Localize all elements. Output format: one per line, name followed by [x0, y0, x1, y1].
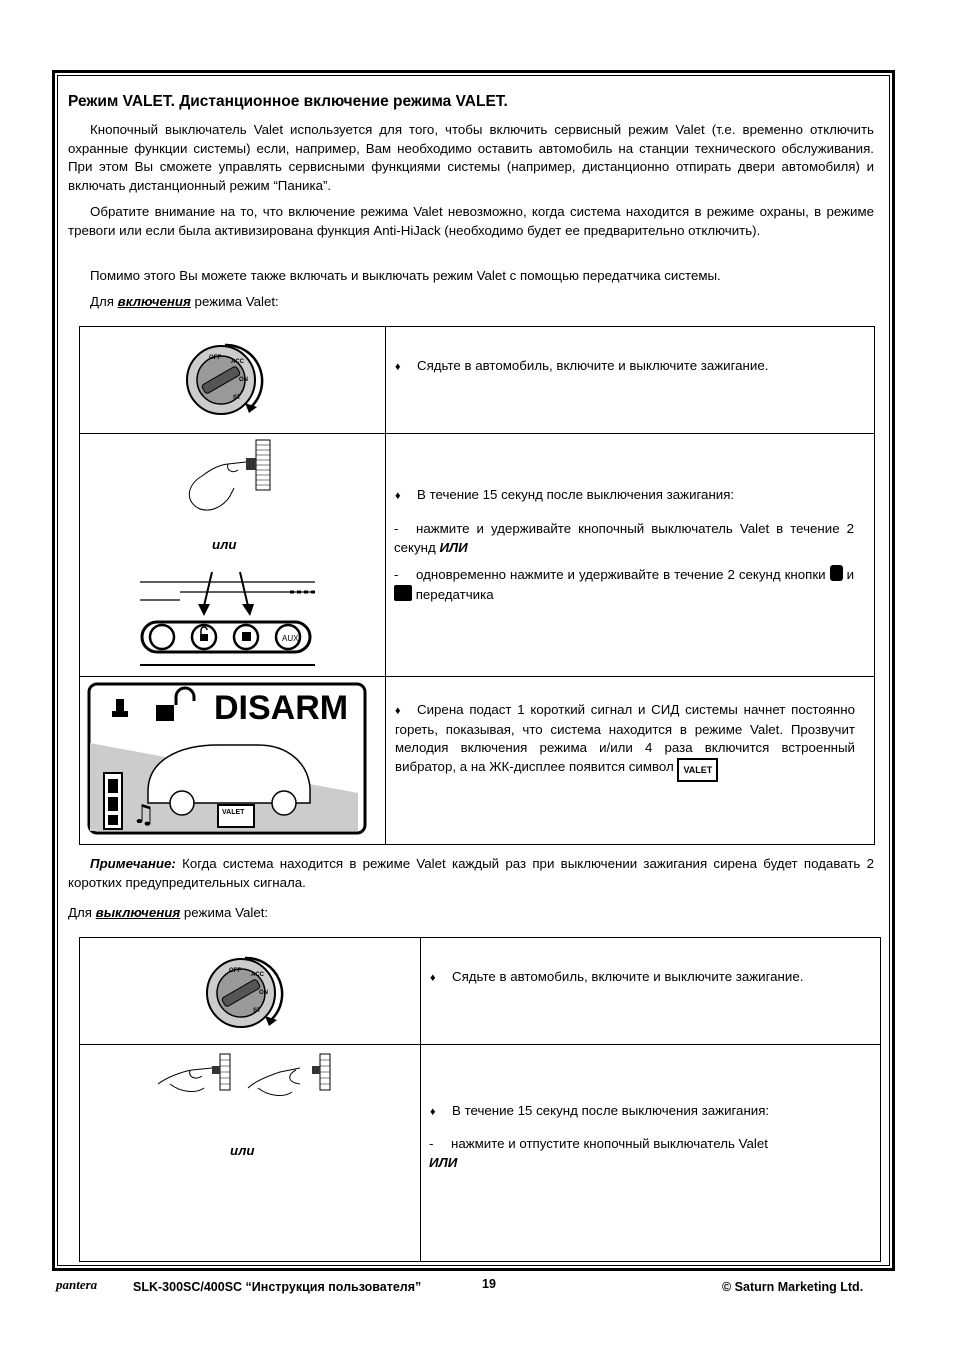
- disable-row1-text: ♦ Сядьте в автомобиль, включите и выключите зажигание.: [430, 969, 804, 984]
- svg-text:ST: ST: [253, 1008, 261, 1014]
- enable-row2-option2: - одновременно нажмите и удерживайте в течение 2 секунд кнопки и передатчика: [394, 567, 854, 602]
- car-icon: [394, 585, 412, 601]
- enable-lead: Для включения режима Valet:: [90, 294, 279, 309]
- paragraph-1: Кнопочный выключатель Valet используется для того, чтобы включить сервисный режим Valet (т.е. временно отключить охранные функции системы) если, например, Вам необходимо оставить автомобиль на станции технического обслуживания. При этом Вы сможете управлять сервисными функциями системы (например, дистанционно отпирать двери автомобиля) и включать дистанционный режим “Паника”.: [68, 122, 874, 193]
- remote-transmitter-icon: [140, 570, 315, 670]
- footer-copyright: © Saturn Marketing Ltd.: [722, 1280, 864, 1294]
- ignition-on-label: ON: [239, 377, 248, 383]
- finger-press-icon: [180, 440, 275, 520]
- enable-row1-text: ♦ Сядьте в автомобиль, включите и выключите зажигание.: [395, 358, 769, 373]
- ignition-acc-label: ACC: [231, 359, 244, 365]
- music-note-icon: ♫: [132, 800, 156, 830]
- svg-text:ACC: ACC: [251, 972, 264, 978]
- valet-icon: VALET: [677, 758, 718, 783]
- note-paragraph: Примечание: Когда система находится в режиме Valet каждый раз при выключении зажигания сирена будет подавать 2 коротких предупредительных сигнала.: [68, 856, 875, 890]
- ignition-off-label: OFF: [209, 355, 221, 361]
- paragraph-3: Помимо этого Вы можете также включать и выключать режим Valet с помощью передатчика системы.: [90, 268, 721, 283]
- lcd-disarm-text: DISARM: [214, 689, 349, 727]
- disable-row2-option1: - нажмите и отпустите кнопочный выключатель Valet ИЛИ: [429, 1136, 768, 1170]
- paragraph-2: Обратите внимание на то, что включение режима Valet невозможно, когда система находится в режиме охраны, в режиме тревоги или если была активизирована функция Anti-HiJack (необходимо будет ее предварительно отключить).: [68, 204, 874, 238]
- ignition-key-icon-2: [205, 950, 295, 1035]
- enable-row2-option1: - нажмите и удерживайте кнопочный выключатель Valet в течение 2 секунд ИЛИ: [394, 521, 854, 555]
- disable-img-or: или: [230, 1143, 255, 1158]
- finger-press-icon-2: [150, 1052, 340, 1112]
- svg-text:ON: ON: [259, 990, 268, 996]
- page-title: Режим VALET. Дистанционное включение режима VALET.: [68, 93, 508, 110]
- enable-row2-bullet: ♦ В течение 15 секунд после выключения зажигания:: [395, 487, 735, 502]
- lock-icon: [830, 565, 843, 581]
- ignition-key-icon: [185, 337, 275, 422]
- lcd-valet-badge: VALET: [222, 809, 245, 816]
- enable-img-or: или: [212, 537, 237, 552]
- enable-row3-text: ♦ Сирена подаст 1 короткий сигнал и СИД системы начнет постоянно гореть, показывая, что система находится в режиме Valet. Прозвучит мелодия включения режима и/или 4 раза включится встроенный вибратор, а на ЖК-дисплее появится символ VALET: [395, 701, 855, 782]
- aux-label: AUX: [282, 634, 299, 643]
- footer-page-number: 19: [482, 1277, 496, 1291]
- svg-text:OFF: OFF: [229, 968, 241, 974]
- lcd-disarm-icon: [88, 683, 367, 835]
- ignition-st-label: ST: [233, 395, 241, 401]
- disable-lead: Для выключения режима Valet:: [68, 905, 269, 920]
- disable-row2-bullet: ♦ В течение 15 секунд после выключения зажигания:: [430, 1103, 770, 1118]
- footer-doc-title: SLK-300SC/400SC “Инструкция пользователя”: [133, 1280, 422, 1294]
- brand-logo: pantera: [56, 1277, 98, 1292]
